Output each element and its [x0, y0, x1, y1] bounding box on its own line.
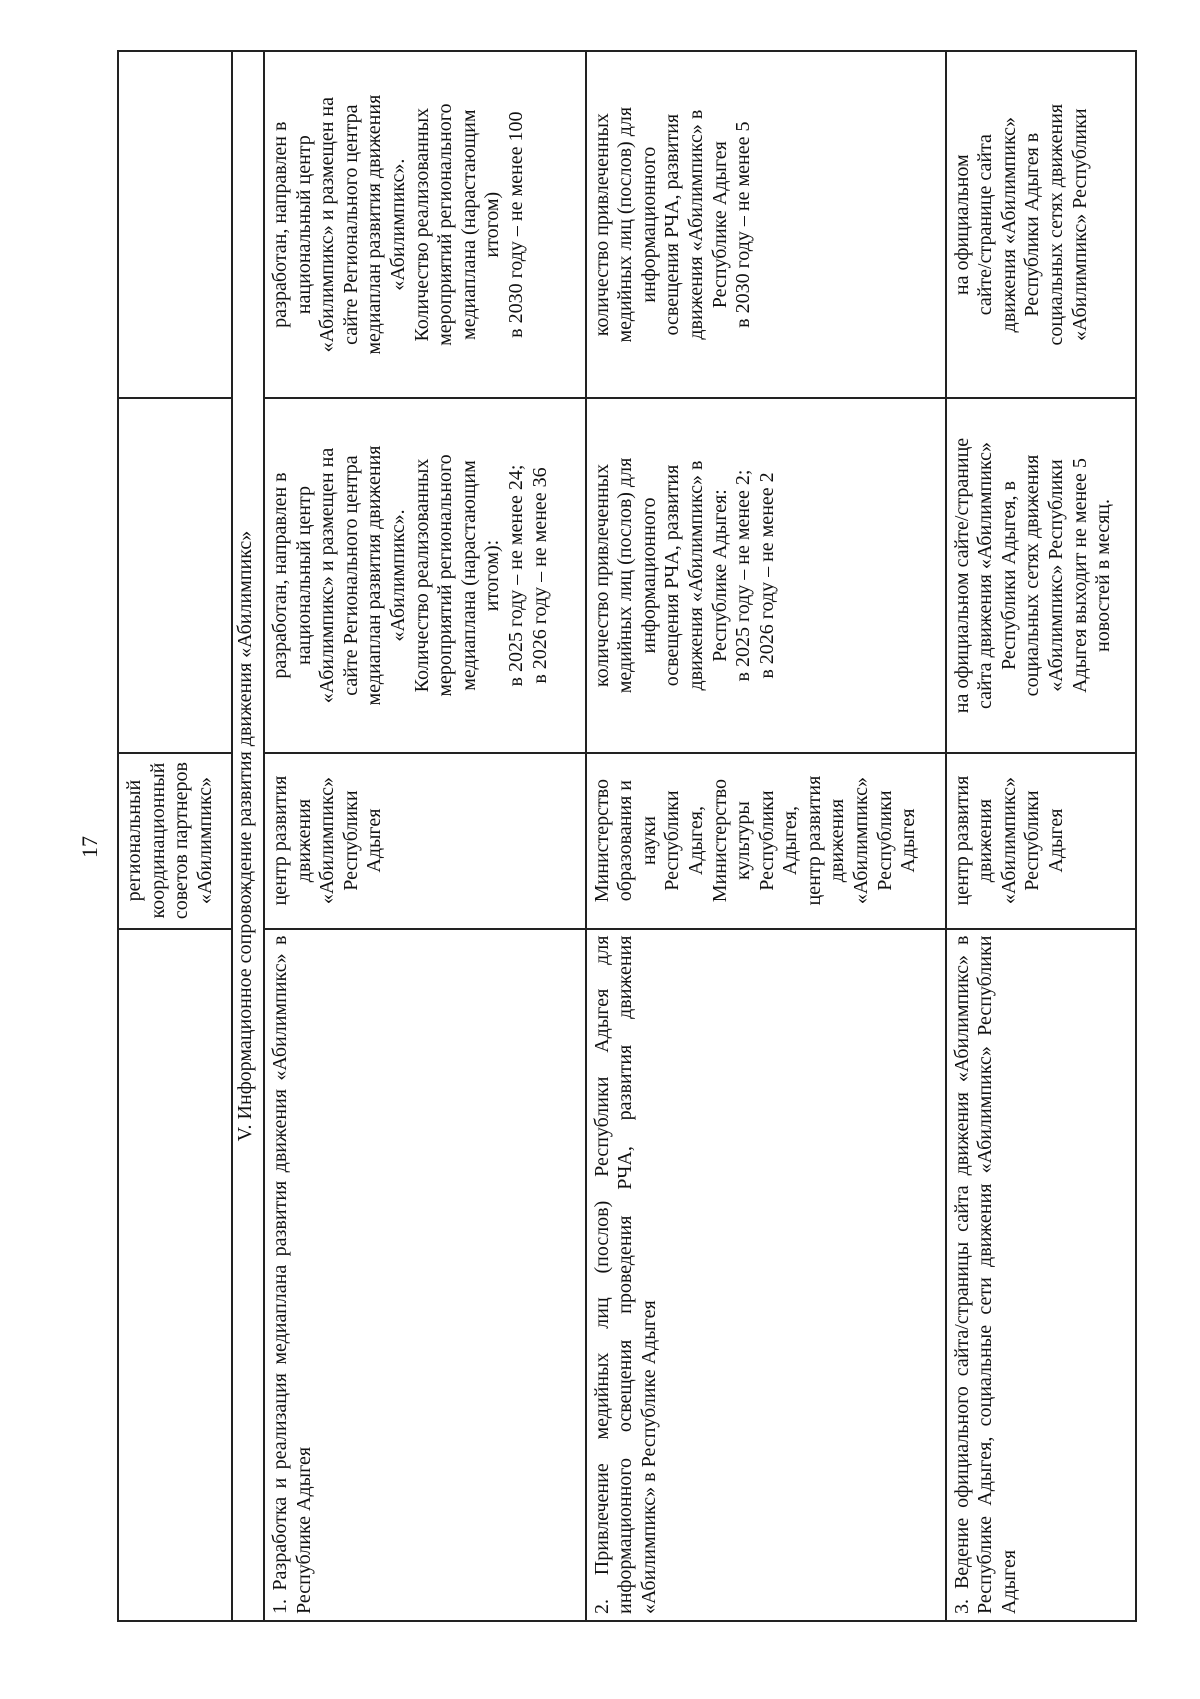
executor-cell: [264, 753, 586, 929]
target-line: медиаплан развития движения: [363, 94, 386, 355]
result-line: в 2026 году – не менее 36: [528, 467, 551, 684]
table-row: [946, 51, 1136, 1621]
target-line: мероприятий регионального: [434, 103, 457, 346]
result-line: медиаплана (нарастающим: [457, 460, 480, 691]
page-number: 17: [77, 836, 102, 858]
result-cell: [264, 398, 586, 752]
table-row: [586, 51, 946, 1621]
executor-line: «Абилимпикс»: [850, 777, 873, 905]
target-cell: [118, 51, 232, 398]
target-line: «Абилимпикс» и размещен на: [316, 96, 339, 353]
executor-line: образования и науки: [614, 779, 660, 902]
executor-line: Министерство: [590, 778, 613, 903]
executor-line: региональный: [123, 779, 145, 902]
executor-line: «Абилимпикс»: [997, 777, 1020, 905]
executor-line: Адыгея,: [779, 806, 802, 876]
executor-line: центр развития: [268, 775, 291, 906]
measure-cell: 1. Разработка и реализация медиаплана развития движения «Абилимпикс» в Республике Адыгея: [264, 929, 586, 1621]
target-line: Количество реализованных: [410, 107, 433, 342]
measure-cell: 3. Ведение официального сайта/страницы сайта движения «Абилимпикс» в Республике Адыгея, социальные сети движения «Абилимпикс» Республики Адыгея: [946, 929, 1136, 1621]
result-line: мероприятий регионального: [434, 454, 457, 697]
section-row: [232, 51, 264, 1621]
result-line: освещения РЧА, развития: [661, 464, 684, 687]
target-line: сайте Регионального центра: [339, 104, 362, 345]
target-cell: [946, 51, 1136, 398]
result-line: на официальном сайте/странице: [950, 437, 973, 714]
executor-line: движения: [292, 798, 315, 883]
result-line: Республике Адыгея:: [708, 489, 731, 662]
target-line: разработан, направлен в: [268, 121, 291, 328]
result-cell: [118, 398, 232, 752]
target-line: национальный центр: [292, 135, 315, 315]
executor-line: Республики Адыгея: [339, 790, 386, 891]
result-line: медиаплан развития движения: [363, 445, 386, 706]
executor-line: советов партнеров: [170, 762, 193, 920]
measure-cell: [118, 929, 232, 1621]
section-title: V. Информационное сопровождение развития движения «Абилимпикс»: [232, 51, 264, 1621]
target-line: итогом): [481, 191, 504, 258]
measure-cell: 2. Привлечение медийных лиц (послов) Республики Адыгея для информационного освещения проведения РЧА, развития движения «Абилимпикс» в Республике Адыгея: [586, 929, 946, 1621]
executor-cell: [586, 753, 946, 929]
table-row: [264, 51, 586, 1621]
executor-line: «Абилимпикс»: [193, 777, 216, 905]
result-line: разработан, направлен в: [268, 472, 291, 679]
result-line: итогом):: [481, 539, 504, 612]
result-line: «Абилимпикс» Республики: [1044, 459, 1067, 692]
executor-line: координационный: [146, 762, 169, 919]
result-line: социальных сетях движения: [1021, 454, 1044, 697]
target-line: Республике Адыгея: [708, 141, 731, 309]
executor-line: культуры Республики: [732, 790, 778, 891]
result-line: количество привлеченных: [590, 463, 613, 688]
executor-cell: [946, 753, 1136, 929]
result-line: в 2025 году – не менее 2;: [732, 469, 755, 682]
executor-line: Республики Адыгея: [1021, 790, 1067, 891]
executor-line: Министерство: [708, 778, 731, 903]
target-line: движения «Абилимпикс» в: [684, 109, 707, 340]
measures-table: [117, 50, 1137, 1622]
target-line: освещения РЧА, развития: [661, 113, 684, 336]
table-viewport: [117, 50, 1137, 1622]
result-line: информационного: [637, 497, 660, 654]
target-line: сайте/странице сайта: [974, 134, 997, 316]
target-line: на официальном: [950, 154, 973, 296]
target-line: в 2030 году – не менее 100: [504, 111, 527, 338]
target-line: движения «Абилимпикс»: [997, 116, 1020, 333]
target-line: «Абилимпикс».: [386, 158, 409, 291]
target-line: в 2030 году – не менее 5: [732, 121, 755, 328]
result-line: «Абилимпикс».: [386, 509, 409, 642]
executor-line: центр развития: [802, 775, 825, 906]
executor-line: движения: [826, 798, 849, 883]
result-line: в 2026 году – не менее 2: [755, 472, 778, 679]
executor-line: центр развития: [950, 775, 973, 906]
target-line: социальных сетях движения: [1044, 103, 1067, 346]
target-cell: [264, 51, 586, 398]
result-line: «Абилимпикс» и размещен на: [316, 447, 339, 704]
executor-line: движения: [974, 798, 997, 883]
result-line: в 2025 году – не менее 24;: [504, 464, 527, 687]
result-cell: [586, 398, 946, 752]
result-line: Количество реализованных: [410, 458, 433, 693]
result-cell: [946, 398, 1136, 752]
result-line: новостей в месяц.: [1092, 499, 1115, 652]
target-line: медийных лиц (послов) для: [614, 106, 637, 343]
target-line: информационного: [637, 146, 660, 303]
result-line: Адыгея выходит не менее 5: [1068, 458, 1091, 693]
result-line: медийных лиц (послов) для: [614, 457, 637, 694]
result-line: движения «Абилимпикс» в: [684, 460, 707, 691]
target-line: количество привлеченных: [590, 113, 613, 337]
result-line: сайте Регионального центра: [339, 455, 362, 696]
result-line: сайта движения «Абилимпикс»: [974, 441, 997, 710]
executor-cell: [118, 753, 232, 929]
executor-line: Республики Адыгея,: [661, 790, 707, 891]
result-line: национальный центр: [292, 486, 315, 665]
executor-line: «Абилимпикс»: [316, 777, 339, 905]
executor-line: Республики Адыгея: [873, 790, 920, 891]
table-row: [118, 51, 232, 1621]
target-line: «Абилимпикс» Республики: [1068, 108, 1091, 341]
target-cell: [586, 51, 946, 398]
result-line: Республики Адыгея, в: [997, 481, 1020, 670]
target-line: Республики Адыгея в: [1021, 132, 1044, 317]
target-line: медиаплана (нарастающим: [457, 109, 480, 340]
